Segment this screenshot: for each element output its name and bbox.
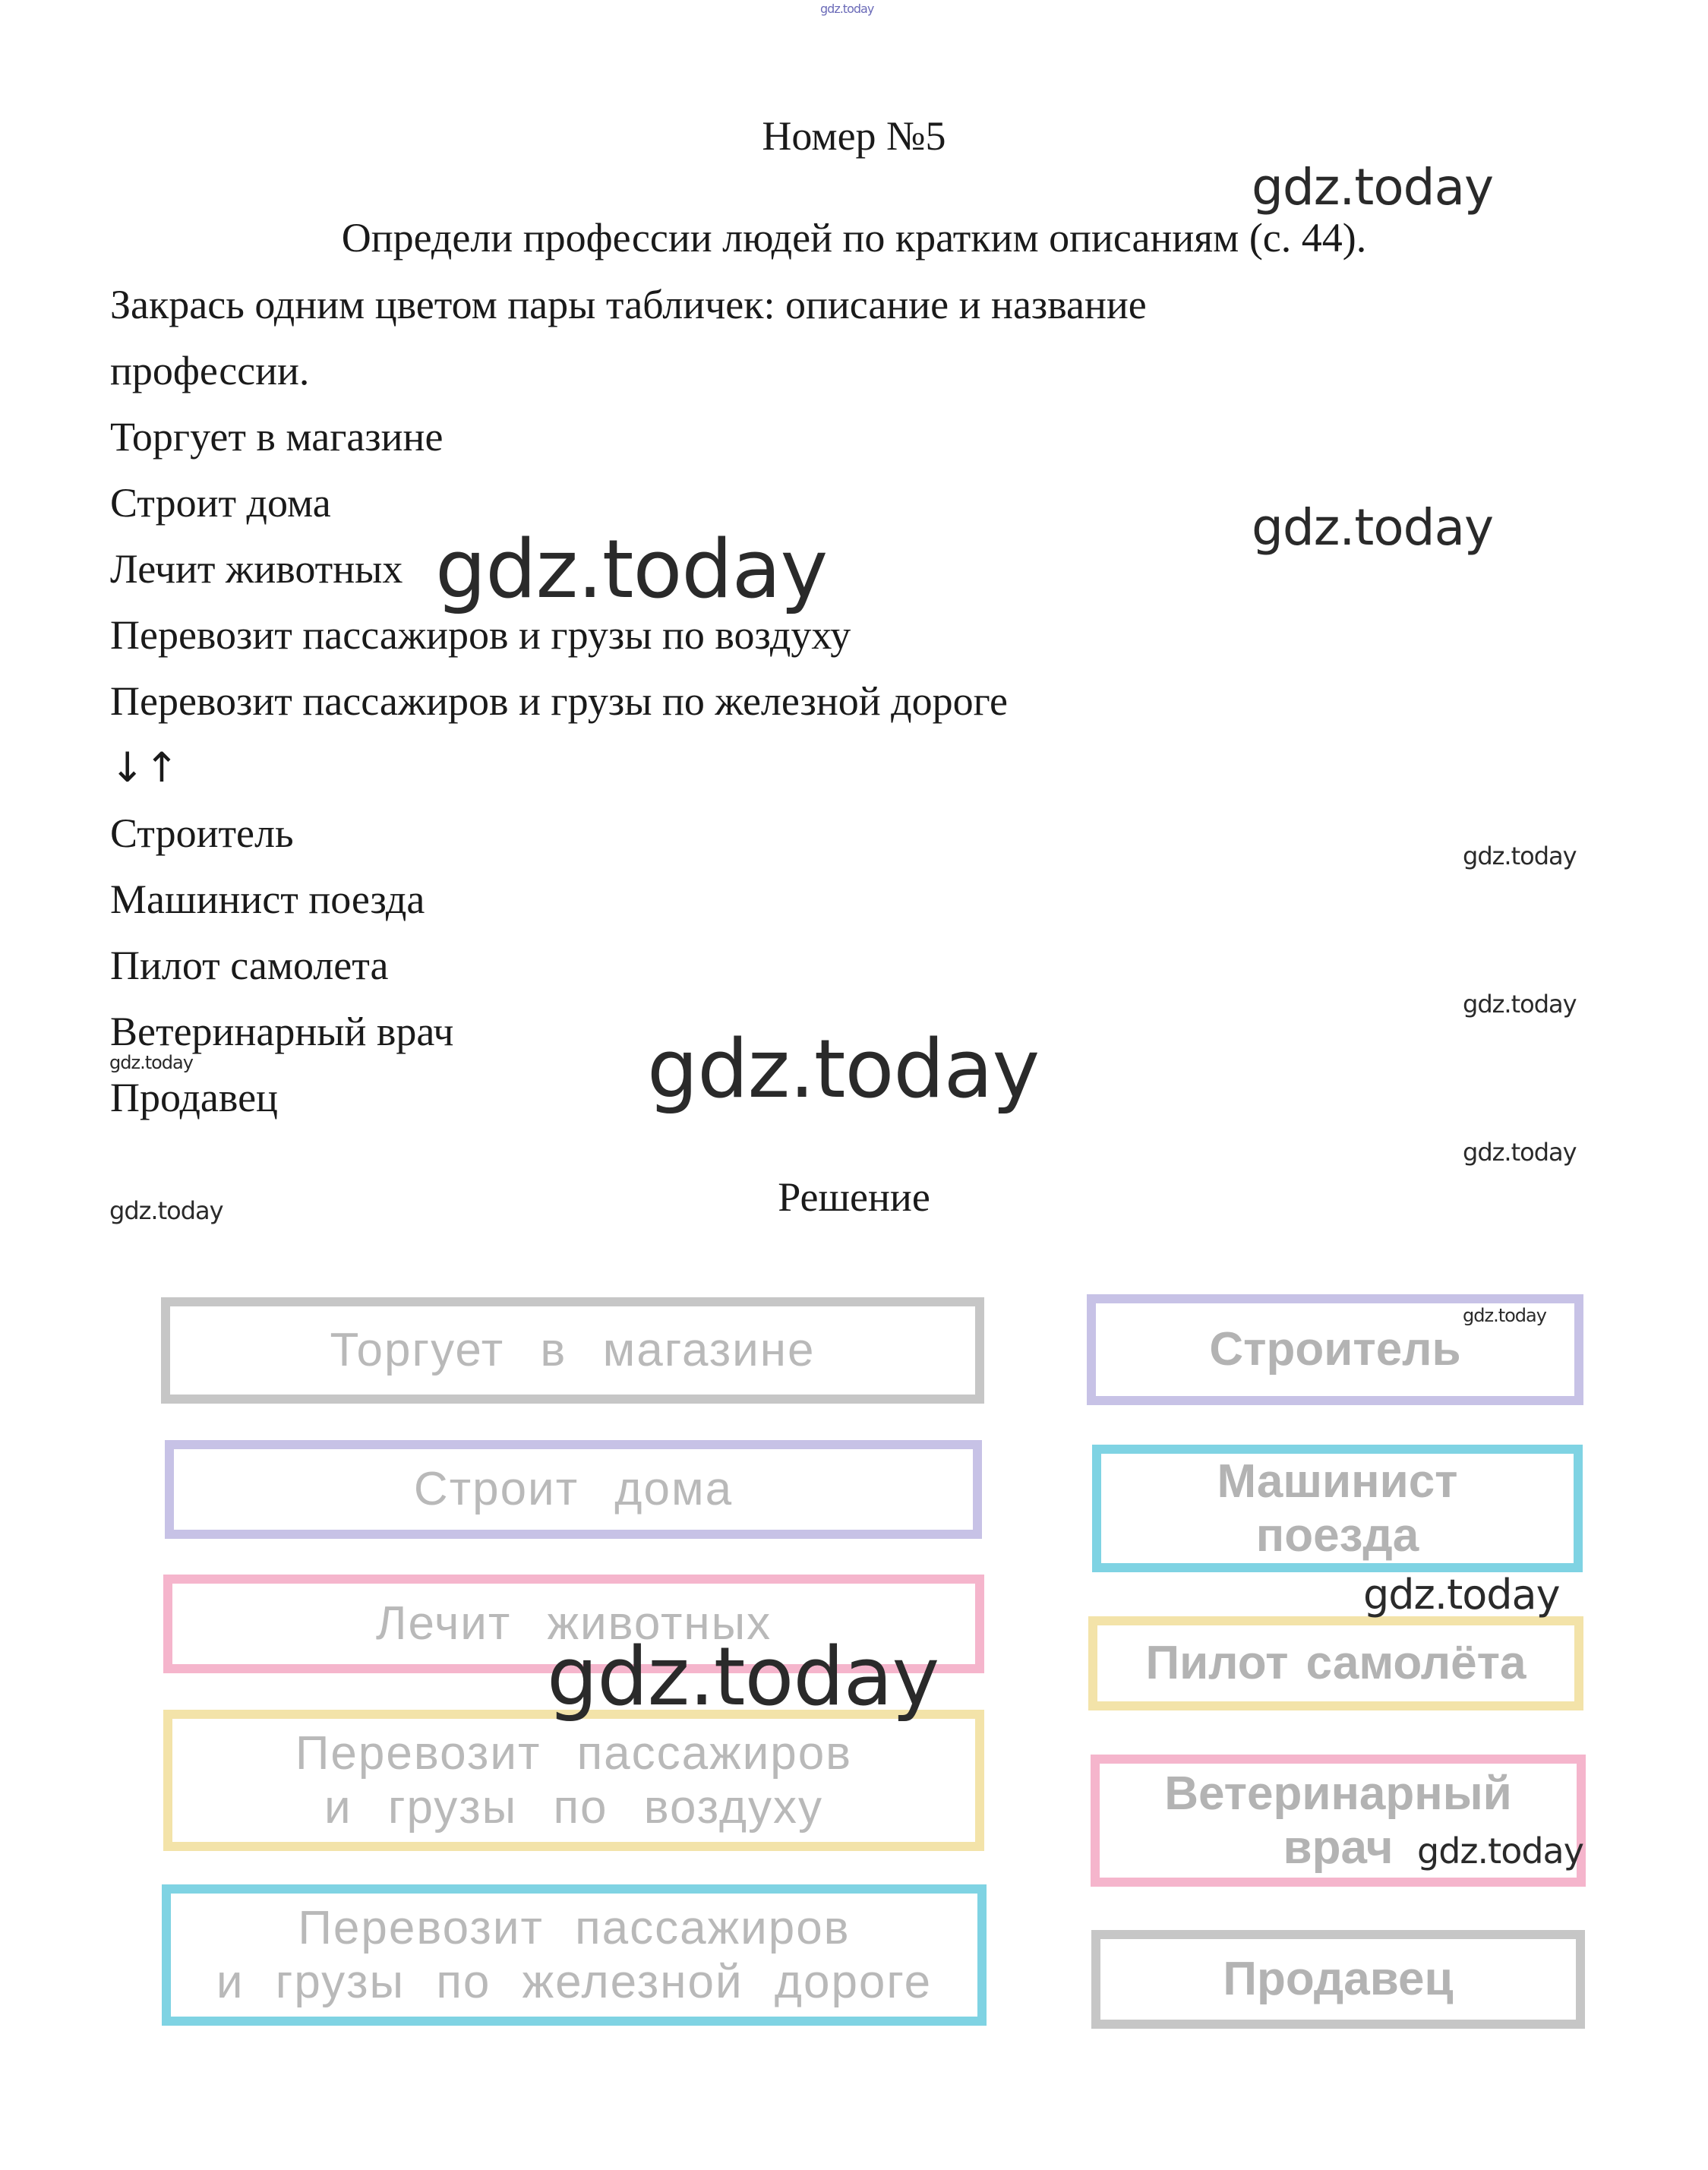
card-line: Перевозит пассажиров bbox=[298, 1901, 851, 1954]
card-line: врач bbox=[1283, 1821, 1394, 1874]
card-line: Машинист bbox=[1217, 1455, 1458, 1508]
watermark: gdz.today bbox=[1363, 1571, 1560, 1619]
instruction-line-2: профессии. bbox=[110, 348, 310, 393]
card-line: поезда bbox=[1255, 1509, 1419, 1562]
solution-heading: Решение bbox=[778, 1174, 930, 1220]
watermark: gdz.today bbox=[109, 1052, 193, 1073]
description-2: Строит дома bbox=[110, 480, 331, 526]
watermark: gdz.today bbox=[1463, 990, 1577, 1019]
description-5: Перевозит пассажиров и грузы по железной дороге bbox=[110, 678, 1009, 724]
watermark: gdz.today bbox=[1252, 498, 1494, 557]
card-line: Продавец bbox=[1223, 1953, 1454, 2006]
description-4: Перевозит пассажиров и грузы по воздуху bbox=[110, 612, 851, 658]
card-line: Перевозит пассажиров bbox=[295, 1726, 853, 1780]
profession-4: Ветеринарный врач bbox=[110, 1009, 454, 1054]
card-description-5 bbox=[162, 1884, 987, 2026]
page-title: Номер №5 bbox=[762, 113, 946, 159]
watermark: gdz.today bbox=[1252, 158, 1494, 216]
watermark: gdz.today bbox=[1463, 1138, 1577, 1167]
card-description-4 bbox=[163, 1710, 984, 1851]
watermark: gdz.today bbox=[1417, 1830, 1583, 1872]
watermark: gdz.today bbox=[647, 1022, 1040, 1116]
card-line: и грузы по воздуху bbox=[324, 1781, 823, 1834]
watermark: gdz.today bbox=[547, 1630, 939, 1723]
instruction-line-1: Закрась одним цветом пары табличек: описание и название bbox=[110, 282, 1147, 327]
card-profession-3 bbox=[1088, 1616, 1583, 1710]
profession-1: Строитель bbox=[110, 810, 294, 856]
description-1: Торгует в магазине bbox=[110, 414, 444, 460]
watermark: gdz.today bbox=[1463, 842, 1577, 870]
card-profession-2 bbox=[1092, 1445, 1583, 1572]
card-description-1 bbox=[161, 1297, 984, 1404]
card-line: Строитель bbox=[1209, 1323, 1461, 1376]
description-3: Лечит животных bbox=[110, 546, 403, 592]
card-line: Лечит животных bbox=[375, 1597, 772, 1650]
profession-3: Пилот самолета bbox=[110, 943, 389, 988]
profession-5: Продавец bbox=[110, 1075, 278, 1120]
watermark: gdz.today bbox=[820, 2, 874, 16]
swap-arrows-icon: ↓↑ bbox=[110, 744, 179, 791]
card-line: Пилот самолёта bbox=[1145, 1637, 1526, 1690]
watermark: gdz.today bbox=[109, 1196, 223, 1225]
profession-2: Машинист поезда bbox=[110, 877, 425, 922]
card-line: Торгует в магазине bbox=[330, 1324, 816, 1377]
card-profession-5 bbox=[1091, 1930, 1585, 2029]
card-line: Ветеринарный bbox=[1164, 1767, 1512, 1820]
card-description-2 bbox=[165, 1440, 982, 1539]
watermark: gdz.today bbox=[435, 523, 828, 616]
card-line: Строит дома bbox=[413, 1463, 734, 1516]
watermark: gdz.today bbox=[1463, 1305, 1546, 1326]
card-line: и грузы по железной дороге bbox=[216, 1956, 933, 2008]
task-text: Определи профессии людей по кратким описаниям (с. 44). bbox=[341, 215, 1367, 261]
